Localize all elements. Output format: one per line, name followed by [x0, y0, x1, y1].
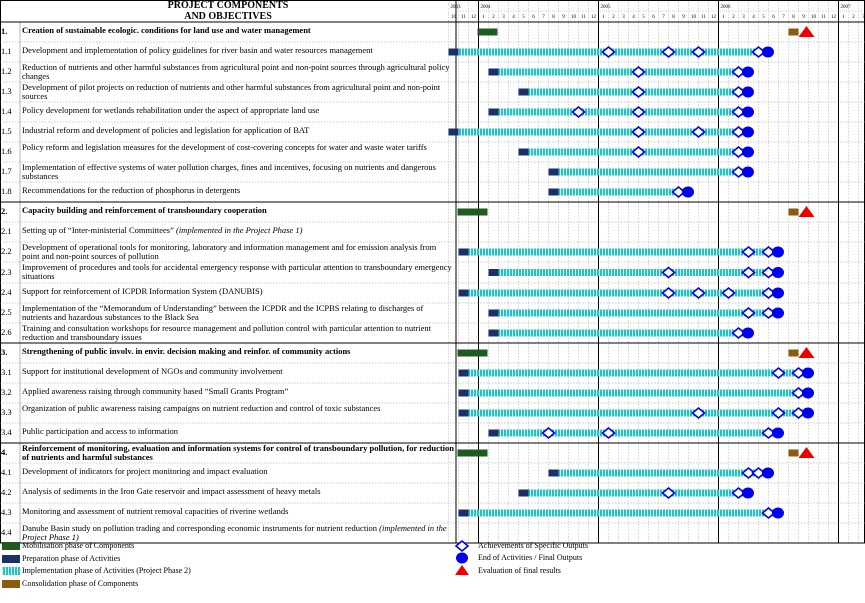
row-label-text: Creation of sustainable ecologic. conditions for land use and water management: [22, 25, 311, 35]
implementation-bar: [559, 169, 749, 176]
year-header: [451, 5, 852, 10]
mobilisation-bar: [478, 29, 498, 36]
month-label: 3: [502, 15, 505, 20]
row-label-text: Improvement of procedures and tools for accidental emergency response with particular attention to transboundary emergency situations: [22, 261, 452, 281]
row-label: [22, 287, 454, 297]
month-label: 11: [581, 15, 586, 20]
row-number: 1.8: [1, 186, 12, 196]
table-title-line2: AND OBJECTIVES: [184, 11, 272, 22]
legend-end-marker: [456, 553, 468, 564]
preparation-bar: [459, 370, 469, 377]
row-label: [22, 304, 454, 323]
row-label: [22, 143, 454, 153]
end-marker: [742, 167, 754, 178]
row-number: 2.1: [1, 226, 12, 236]
row-label: [22, 26, 454, 36]
implementation-bar: [469, 510, 779, 517]
row-label-text: Industrial reform and development of policies and legislation for application of BAT: [22, 125, 310, 135]
end-marker: [742, 147, 754, 158]
month-label: 12: [471, 15, 476, 20]
row-label-text: Development of indicators for project monitoring and impact evaluation: [22, 466, 268, 476]
row-label: [22, 444, 454, 463]
month-label: 7: [662, 15, 665, 20]
end-marker: [772, 288, 784, 299]
row-label: [22, 507, 454, 517]
preparation-bar: [519, 149, 529, 156]
row-number: 1.6: [1, 146, 12, 156]
year-label: 2005: [600, 5, 611, 10]
implementation-bar: [469, 390, 809, 397]
month-label: 3: [742, 15, 745, 20]
month-label: 7: [542, 15, 545, 20]
row-number: 4.3: [1, 507, 12, 517]
month-label: 2: [612, 15, 615, 20]
end-marker: [762, 47, 774, 58]
preparation-bar: [549, 470, 559, 477]
month-label: 9: [802, 15, 805, 20]
row-label-text: Setting up of “Inter-ministerial Committees”: [22, 225, 174, 235]
implementation-bar: [499, 269, 779, 276]
preparation-bar: [489, 269, 499, 276]
preparation-bar: [519, 89, 529, 96]
month-label: 1: [482, 15, 485, 20]
legend-achievements-label: Achievements of Specific Outputs: [478, 541, 588, 550]
row-label: [22, 226, 454, 236]
row-number: 1.2: [1, 66, 12, 76]
month-label: 10: [451, 15, 456, 20]
row-label-text: Capacity building and reinforcement of transboundary cooperation: [22, 205, 267, 215]
row-label-text: Development and implementation of policy guidelines for river basin and water resources management: [22, 45, 373, 55]
month-label: 5: [642, 15, 645, 20]
legend-implementation-label: Implementation phase of Activities (Project Phase 2): [22, 566, 191, 575]
end-marker: [742, 67, 754, 78]
row-number: 4.: [1, 447, 8, 457]
implementation-bar: [499, 310, 779, 317]
row-label: [22, 206, 454, 216]
preparation-bar: [489, 310, 499, 317]
implementation-bar: [499, 109, 749, 116]
month-header: [451, 15, 865, 20]
row-label-text: Development of operational tools for monitoring, laboratory and information management and for emission analysis from point and non-point sources of pollution: [22, 241, 437, 261]
row-number: 1.: [1, 26, 8, 36]
row-label: [22, 427, 454, 437]
consolidation-bar: [789, 350, 799, 357]
row-label: [22, 524, 454, 543]
month-label: 1: [602, 15, 605, 20]
end-marker: [772, 428, 784, 439]
row-number: 1.7: [1, 166, 12, 176]
evaluation-marker: [799, 347, 815, 358]
month-label: 9: [682, 15, 685, 20]
row-label: [22, 163, 454, 182]
month-label: 3: [862, 15, 865, 20]
row-label: [22, 126, 454, 136]
month-label: 11: [461, 15, 466, 20]
year-label: 2004: [480, 5, 491, 10]
table-title: [0, 0, 456, 22]
month-label: 5: [762, 15, 765, 20]
legend-preparation-swatch: [2, 555, 20, 563]
consolidation-bar: [789, 29, 799, 36]
preparation-bar: [489, 109, 499, 116]
row-number: 1.4: [1, 106, 12, 116]
preparation-bar: [459, 510, 469, 517]
month-label: 10: [691, 15, 696, 20]
legend-evaluation-marker: [455, 565, 469, 575]
month-label: 8: [792, 15, 795, 20]
mobilisation-bar: [458, 350, 488, 357]
row-number: 1.1: [1, 46, 12, 56]
implementation-bar: [499, 330, 749, 337]
row-label-text: Reduction of nutrients and other harmful substances from agricultural point and non-point sources through agricultural policy changes: [22, 61, 450, 81]
consolidation-bar: [789, 209, 799, 216]
month-label: 2: [852, 15, 855, 20]
row-label-text: Public participation and access to information: [22, 426, 179, 436]
row-label: [22, 404, 454, 414]
month-label: 2: [492, 15, 495, 20]
mobilisation-bar: [458, 450, 488, 457]
row-number: 4.4: [1, 527, 12, 537]
row-label-note: (implemented in the Project Phase 1): [22, 522, 447, 542]
row-label-text: Training and consultation workshops for resource management and pollution control with particular attention to nutrient reduction and transboundary issues: [22, 322, 432, 342]
preparation-bar: [549, 169, 559, 176]
preparation-bar: [489, 69, 499, 76]
preparation-bar: [489, 330, 499, 337]
month-label: 4: [752, 15, 755, 20]
row-label: [22, 46, 454, 56]
row-label-text: Policy reform and legislation measures for the development of cost-covering concepts for water and waste water tariffs: [22, 141, 427, 152]
end-marker: [742, 488, 754, 499]
legend-consolidation-swatch: [2, 580, 20, 588]
row-number: 2.6: [1, 327, 12, 337]
month-label: 7: [782, 15, 785, 20]
end-marker: [742, 127, 754, 138]
row-label-text: Policy development for wetlands rehabilitation under the aspect of appropriate land use: [22, 105, 320, 115]
month-label: 12: [711, 15, 716, 20]
month-label: 9: [562, 15, 565, 20]
row-number: 3.4: [1, 427, 12, 437]
row-number: 2.4: [1, 287, 12, 297]
month-label: 5: [522, 15, 525, 20]
legend-mobilisation-label: Mobilisation phase of Components: [22, 541, 135, 550]
month-label: 2: [732, 15, 735, 20]
row-label-text: Danube Basin study on pollution trading and corresponding economic instruments for nutrient reduction: [22, 522, 378, 533]
row-label: [22, 387, 454, 397]
month-label: 11: [821, 15, 826, 20]
consolidation-bar: [789, 450, 799, 457]
month-label: 3: [622, 15, 625, 20]
month-label: 1: [842, 15, 845, 20]
row-label-text: Strengthening of public involv. in envir. decision making and reinfor. of community actions: [22, 346, 351, 356]
end-marker: [802, 388, 814, 399]
end-marker: [772, 508, 784, 519]
table-title-line1: PROJECT COMPONENTS: [167, 0, 289, 11]
month-label: 8: [552, 15, 555, 20]
month-label: 10: [811, 15, 816, 20]
legend-end-label: End of Activities / Final Outputs: [478, 553, 583, 562]
legend-consolidation-label: Consolidation phase of Components: [22, 579, 139, 588]
legend-evaluation-label: Evaluation of final results: [478, 566, 561, 575]
mobilisation-bar: [458, 209, 488, 216]
row-label: [22, 106, 454, 116]
row-number: 1.5: [1, 126, 12, 136]
month-label: 4: [632, 15, 635, 20]
row-label-text: Implementation of effective systems of water pollution charges, fines and incentives, focusing on nutrients and dangerous substances: [22, 161, 436, 181]
gantt-bars: [449, 26, 815, 519]
row-number: 3.1: [1, 367, 12, 377]
row-label-text: Support for reinforcement of ICPDR Information System (DANUBIS): [22, 286, 263, 296]
end-marker: [742, 328, 754, 339]
preparation-bar: [519, 490, 529, 497]
month-label: 8: [672, 15, 675, 20]
implementation-bar: [469, 370, 809, 377]
row-label: [22, 263, 454, 282]
month-label: 6: [772, 15, 775, 20]
row-number: 3.: [1, 347, 8, 357]
implementation-bar: [499, 69, 749, 76]
month-label: 1: [722, 15, 725, 20]
row-label: [22, 63, 454, 82]
row-label-text: Reinforcement of monitoring, evaluation and information systems for control of transboundary pollution, for reduction of nutrients and harmful substances: [22, 442, 455, 462]
end-marker: [742, 107, 754, 118]
month-label: 10: [571, 15, 576, 20]
row-number: 2.5: [1, 307, 12, 317]
legend-mobilisation-swatch: [2, 542, 20, 550]
row-label-text: Analysis of sediments in the Iron Gate reservoir and impact assessment of heavy metals: [22, 486, 321, 496]
implementation-bar: [469, 410, 809, 417]
implementation-bar: [469, 249, 779, 256]
month-label: 12: [831, 15, 836, 20]
row-label: [22, 324, 454, 343]
end-marker: [762, 468, 774, 479]
implementation-bar: [559, 189, 689, 196]
row-number: 2.2: [1, 246, 12, 256]
row-label: [22, 83, 454, 102]
legend-implementation-swatch: [2, 567, 20, 575]
end-marker: [802, 408, 814, 419]
row-number: 2.3: [1, 266, 12, 277]
row-number: 1.3: [1, 86, 12, 96]
row-number: 4.1: [1, 467, 12, 477]
evaluation-marker: [799, 26, 815, 37]
row-label-text: Development of pilot projects on reduction of nutrients and other harmful substances from agricultural point and non-point sources: [22, 81, 441, 101]
row-label: [22, 243, 454, 262]
end-marker: [772, 247, 784, 258]
month-label: 6: [532, 15, 535, 20]
month-label: 6: [652, 15, 655, 20]
preparation-bar: [489, 430, 499, 437]
row-number: 4.2: [1, 487, 12, 497]
month-label: 11: [701, 15, 706, 20]
row-label: [22, 186, 454, 196]
preparation-bar: [459, 410, 469, 417]
row-number: 3.3: [1, 407, 12, 417]
year-label: 2007: [840, 5, 851, 10]
end-marker: [682, 187, 694, 198]
row-label-text: Support for institutional development of NGOs and community involvement: [22, 366, 283, 376]
row-label-text: Organization of public awareness raising campaigns on nutrient reduction and control of toxic substances: [22, 402, 381, 413]
year-label: 2006: [720, 5, 731, 10]
row-label: [22, 347, 454, 357]
end-marker: [772, 308, 784, 319]
row-number: 2.: [1, 206, 8, 216]
month-label: 4: [512, 15, 515, 20]
year-label: 2003: [450, 5, 461, 10]
row-number: 3.2: [1, 387, 12, 397]
legend-preparation-label: Preparation phase of Activities: [22, 554, 121, 563]
end-marker: [802, 368, 814, 379]
evaluation-marker: [799, 206, 815, 217]
preparation-bar: [459, 249, 469, 256]
preparation-bar: [459, 390, 469, 397]
evaluation-marker: [799, 447, 815, 458]
preparation-bar: [549, 189, 559, 196]
row-label-text: Recommendations for the reduction of phosphorus in detergents: [22, 185, 241, 195]
implementation-bar: [529, 490, 749, 497]
row-label: [22, 467, 454, 477]
row-label-text: Implementation of the “Memorandum of Understanding” between the ICPDR and the ICPBS relating to discharges of nutrients and hazardous substances to the Black Sea: [22, 302, 424, 322]
end-marker: [742, 87, 754, 98]
row-label-note: (implemented in the Project Phase 1): [175, 225, 303, 235]
preparation-bar: [459, 290, 469, 297]
end-marker: [772, 267, 784, 278]
month-label: 12: [591, 15, 596, 20]
row-label: [22, 487, 454, 497]
row-label-text: Applied awareness raising through community based “Small Grants Program”: [22, 386, 289, 396]
implementation-bar: [499, 430, 779, 437]
implementation-bar: [559, 470, 769, 477]
row-label: [22, 367, 454, 377]
row-label-text: Monitoring and assessment of nutrient removal capacities of riverine wetlands: [22, 506, 289, 516]
